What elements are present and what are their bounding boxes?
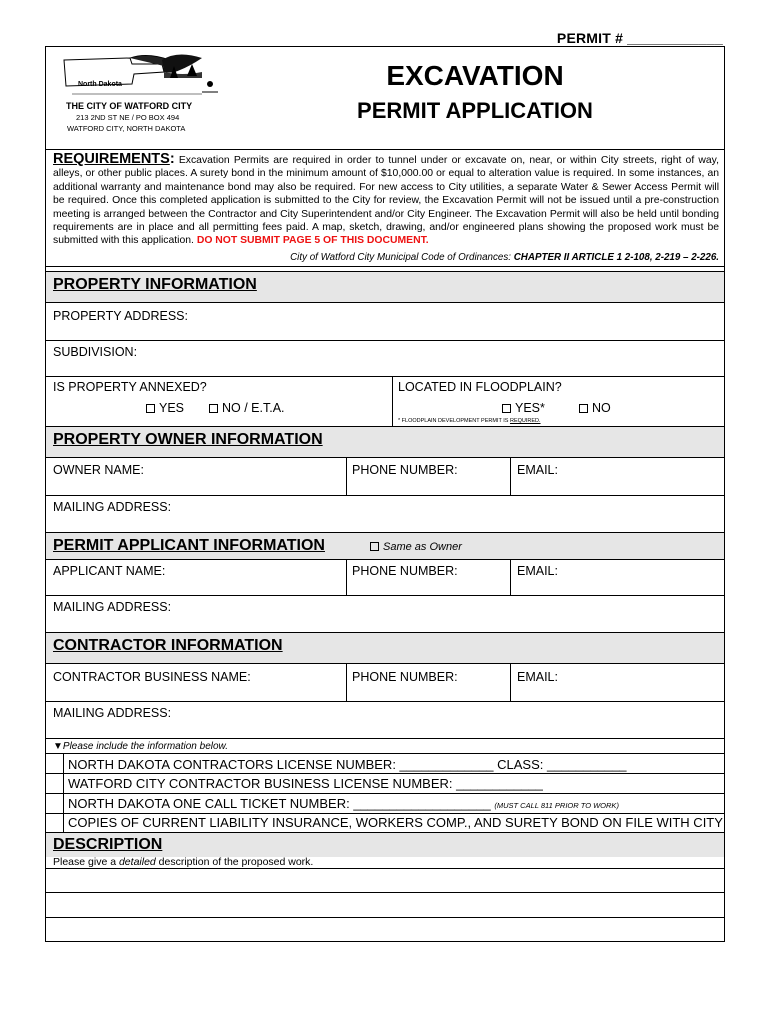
divider (45, 266, 725, 267)
instr-before: Please give a (53, 856, 117, 868)
annexed-label: IS PROPERTY ANNEXED? (53, 380, 207, 394)
annexed-yes-option[interactable] (146, 401, 184, 415)
nd-license-line[interactable]: NORTH DAKOTA CONTRACTORS LICENSE NUMBER: _____________ CLASS: ___________ (68, 757, 627, 772)
map-state-label: North Dakota (78, 81, 122, 88)
owner-phone-label: PHONE NUMBER: (352, 463, 458, 477)
subdivision-label: SUBDIVISION: (53, 345, 138, 359)
wc-license-line[interactable]: WATFORD CITY CONTRACTOR BUSINESS LICENSE NUMBER: ____________ (68, 776, 543, 791)
north-dakota-map-logo (52, 50, 227, 100)
divider (45, 753, 725, 754)
floodplain-note (398, 418, 541, 424)
contractor-phone-label: PHONE NUMBER: (352, 670, 458, 684)
one-call-ticket-line[interactable] (68, 796, 619, 811)
instr-after: description of the proposed work. (158, 856, 314, 868)
floodplain-no-option[interactable] (579, 401, 611, 415)
divider (392, 376, 393, 426)
citation-prefix: City of Watford City Municipal Code of Ordinances: (290, 252, 511, 263)
floodplain-yes-text: YES* (515, 401, 545, 415)
divider (45, 340, 725, 341)
requirements-heading: REQUIREMENTS (53, 151, 170, 167)
divider (510, 559, 511, 595)
applicant-mailing-label: MAILING ADDRESS: (53, 600, 172, 614)
floodplain-label: LOCATED IN FLOODPLAIN? (398, 380, 562, 394)
contractor-section-heading: CONTRACTOR INFORMATION (53, 637, 283, 654)
annexed-no-checkbox[interactable] (209, 404, 218, 413)
divider (45, 738, 725, 739)
property-address-label: PROPERTY ADDRESS: (53, 309, 188, 323)
description-line[interactable] (45, 868, 725, 869)
description-line[interactable] (45, 917, 725, 918)
city-logo (52, 50, 227, 100)
divider (510, 663, 511, 701)
divider (45, 302, 725, 303)
divider (45, 595, 725, 596)
divider (45, 663, 725, 664)
divider (45, 559, 725, 560)
applicant-email-label: EMAIL: (517, 564, 558, 578)
owner-name-label: OWNER NAME: (53, 463, 144, 477)
contractor-name-label: CONTRACTOR BUSINESS NAME: (53, 670, 251, 684)
owner-mailing-label: MAILING ADDRESS: (53, 500, 172, 514)
divider (45, 149, 725, 150)
divider (45, 457, 725, 458)
floodplain-yes-option[interactable] (502, 401, 545, 415)
description-line[interactable] (45, 892, 725, 893)
divider (45, 773, 725, 774)
divider (45, 813, 725, 814)
requirements-block: REQUIREMENTS: Excavation Permits are required in order to tunnel under or excavate on, near, or within City streets, right of way, alleys, or other public places. A surety bond in the minimum amount of $10,000.00 or equal to alteration value is required. In some instances, an additional warranty and maintenance bond may also be required. For new access to City utilities, a separate Water & Sewer Access Permit will be required. Once this completed application is submitted to the City for review, the Excavation Permit will not be issued until a pre-construction meeting is arranged between the Contractor and City Superintendent and/or City Engineer. The Excavation Permit will also be held until bonding requirements are in place and all permitting fees paid. A map, sketch, drawing, and/or engineered plans showing the proposed work must be submitted with this application. DO NOT SUBMIT PAGE 5 OF THIS DOCUMENT. (53, 151, 719, 247)
applicant-phone-label: PHONE NUMBER: (352, 564, 458, 578)
contractor-email-label: EMAIL: (517, 670, 558, 684)
applicant-section-heading: PERMIT APPLICANT INFORMATION (53, 537, 325, 554)
floodplain-note-required: REQUIRED. (509, 418, 541, 424)
one-call-note: (MUST CALL 811 PRIOR TO WORK) (494, 801, 619, 810)
form-title: EXCAVATION (386, 60, 564, 91)
requirements-warning: DO NOT SUBMIT PAGE 5 OF THIS DOCUMENT. (196, 235, 429, 247)
annexed-yes-checkbox[interactable] (146, 404, 155, 413)
ordinance-citation (53, 252, 719, 263)
contractor-mailing-label: MAILING ADDRESS: (53, 706, 172, 720)
floodplain-note-text: * FLOODPLAIN DEVELOPMENT PERMIT IS (398, 418, 509, 424)
requirements-body: Excavation Permits are required in order to tunnel under or excavate on, near, or within City streets, right of way, alleys, or other public places. A surety bond in the minimum amount of $10,000.00 or equal to alteration value is required. In some instances, an additional warranty and maintenance bond may also be required. For new access to City utilities, a separate Water & Sewer Access Permit will be required. Once this completed application is submitted to the City for review, the Excavation Permit will not be issued until a pre-construction meeting is arranged between the Contractor and City Superintendent and/or City Engineer. The Excavation Permit will also be held until bonding requirements are in place and all permitting fees paid. A map, sketch, drawing, and/or engineered plans showing the proposed work must be submitted with this application. (53, 155, 719, 247)
divider (45, 701, 725, 702)
instr-emphasis: detailed (118, 856, 156, 868)
same-as-owner-option[interactable] (370, 541, 462, 553)
divider (45, 793, 725, 794)
city-address-line2: WATFORD CITY, NORTH DAKOTA (67, 124, 186, 133)
floodplain-yes-checkbox[interactable] (502, 404, 511, 413)
permit-number-label: PERMIT # ____________ (556, 30, 723, 46)
applicant-name-label: APPLICANT NAME: (53, 564, 166, 578)
citation-chapter: CHAPTER II ARTICLE 1 2-108, 2-219 – 2-226. (513, 252, 719, 263)
divider (45, 495, 725, 496)
insurance-line[interactable]: COPIES OF CURRENT LIABILITY INSURANCE, WORKERS COMP., AND SURETY BOND ON FILE WITH CITY (68, 815, 723, 830)
include-info-note: ▼Please include the information below. (53, 741, 228, 752)
one-call-ticket-text: NORTH DAKOTA ONE CALL TICKET NUMBER: ___________________ (68, 796, 491, 811)
same-as-owner-checkbox[interactable] (370, 542, 379, 551)
divider (45, 271, 725, 272)
floodplain-no-checkbox[interactable] (579, 404, 588, 413)
divider (510, 457, 511, 495)
annexed-yes-text: YES (159, 401, 185, 415)
description-instruction (53, 856, 313, 868)
divider (346, 457, 347, 495)
owner-email-label: EMAIL: (517, 463, 558, 477)
property-section-heading: PROPERTY INFORMATION (53, 276, 257, 293)
floodplain-no-text: NO (592, 401, 611, 415)
divider (346, 559, 347, 595)
owner-section-heading: PROPERTY OWNER INFORMATION (53, 431, 323, 448)
annexed-no-option[interactable] (209, 401, 285, 415)
form-subtitle: PERMIT APPLICATION (357, 98, 593, 123)
divider (45, 376, 725, 377)
divider (346, 663, 347, 701)
description-section-heading: DESCRIPTION (53, 836, 163, 853)
annexed-no-text: NO / E.T.A. (222, 401, 285, 415)
same-as-owner-text: Same as Owner (383, 541, 462, 553)
city-address-line1: 213 2ND ST NE / PO BOX 494 (76, 113, 180, 122)
city-name: THE CITY OF WATFORD CITY (66, 101, 193, 111)
